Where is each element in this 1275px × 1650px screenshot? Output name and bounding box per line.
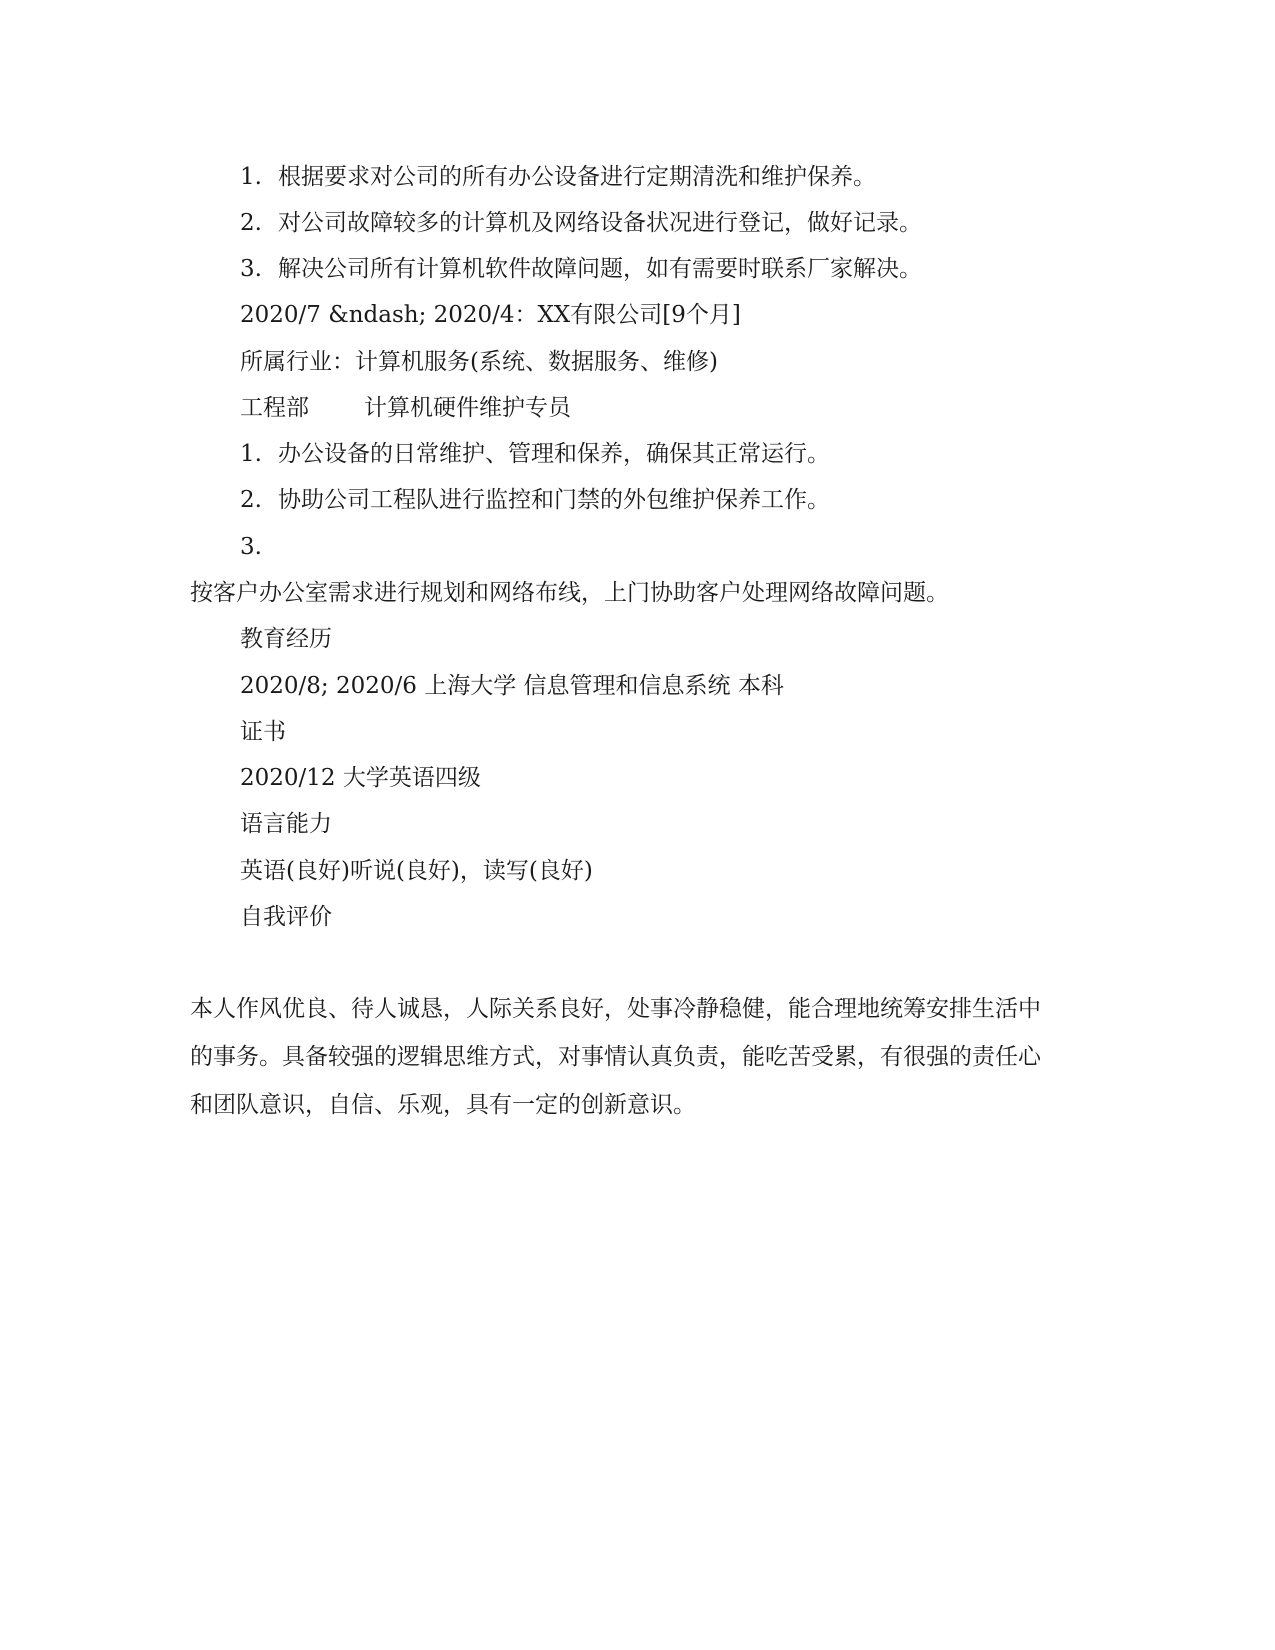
certificates-heading: 证书 [240, 719, 286, 745]
duty-text: 根据要求对公司的所有办公设备进行定期清洗和维护保养。 [278, 164, 876, 190]
self-eval-text: 本人作风优良、待人诚恳，人际关系良好，处事冷静稳健，能合理地统筹安排生活中的事务。具备较强的逻辑思维方式，对事情认真负责，能吃苦受累，有很强的责任心和团队意识，自信、乐观，具有一定的创新意识。 [190, 996, 1041, 1118]
duty-item-4 [240, 439, 830, 469]
education-entry: 2020/8; 2020/6 上海大学 信息管理和信息系统 本科 [240, 673, 784, 699]
duty-number: 1. [240, 441, 262, 467]
job-industry: 所属行业：计算机服务(系统、数据服务、维修) [240, 349, 718, 375]
duty-item-2 [240, 208, 922, 238]
job-period: 2020/7 &ndash; 2020/4：XX有限公司[9个月] [240, 302, 741, 328]
duty-text: 对公司故障较多的计算机及网络设备状况进行登记，做好记录。 [278, 210, 922, 236]
duty-text: 解决公司所有计算机软件故障问题，如有需要时联系厂家解决。 [278, 256, 922, 282]
duty-item-6 [240, 532, 278, 562]
duty-item-3 [240, 254, 922, 284]
duty-number: 3. [240, 534, 262, 560]
job-department: 工程部 [240, 395, 309, 421]
duty-item-1 [240, 162, 876, 192]
education-heading: 教育经历 [240, 626, 332, 652]
certificates-entry: 2020/12 大学英语四级 [240, 765, 481, 791]
duty-number: 2. [240, 210, 262, 236]
language-entry: 英语(良好)听说(良好)，读写(良好) [240, 858, 593, 884]
duty-number: 3. [240, 256, 262, 282]
self-eval-heading: 自我评价 [240, 904, 332, 930]
duty-number: 1. [240, 164, 262, 190]
language-heading: 语言能力 [240, 811, 332, 837]
job-title-line [240, 393, 571, 423]
duty-text: 办公设备的日常维护、管理和保养，确保其正常运行。 [278, 441, 830, 467]
duty-text: 协助公司工程队进行监控和门禁的外包维护保养工作。 [278, 487, 830, 513]
duty-item-5 [240, 485, 830, 515]
duty-item-6-continued: 按客户办公室需求进行规划和网络布线，上门协助客户处理网络故障问题。 [190, 580, 949, 606]
duty-number: 2. [240, 487, 262, 513]
job-position: 计算机硬件维护专员 [364, 395, 571, 421]
